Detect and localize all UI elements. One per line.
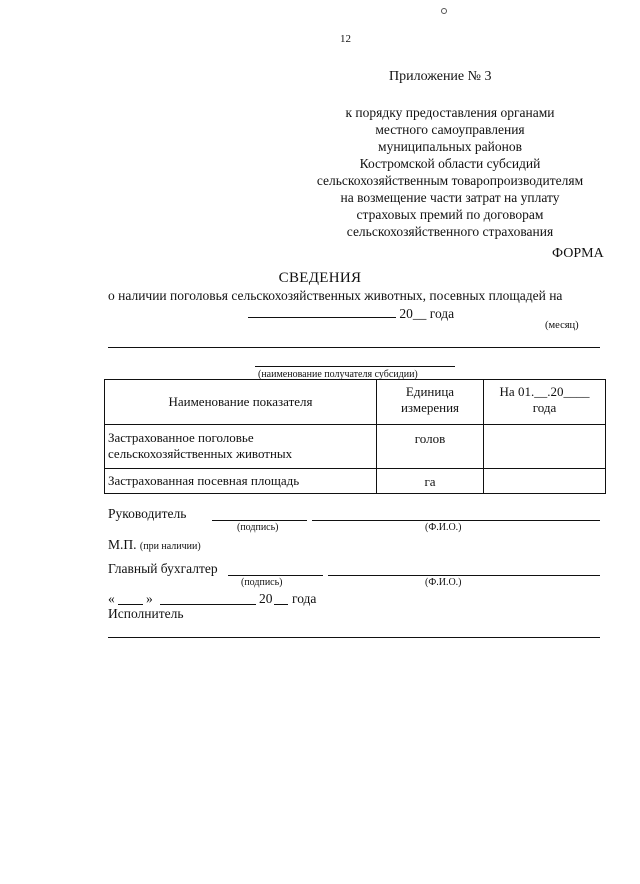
order-line: местного самоуправления [375, 122, 525, 137]
head-signature-caption: (подпись) [237, 522, 279, 533]
table-row [105, 425, 606, 469]
cell-indicator: Застрахованное поголовье сельскохозяйственных животных [105, 425, 377, 469]
appendix-title: Приложение № 3 [389, 69, 492, 84]
cell-value [484, 469, 606, 494]
sign-date-open: « [108, 591, 115, 606]
report-date-line [248, 305, 454, 322]
order-line: Костромской области субсидий [359, 156, 541, 171]
accountant-signature-line [228, 575, 323, 576]
order-line: муниципальных районов [378, 139, 522, 154]
table-header-row [105, 380, 606, 425]
sign-date-close: » [146, 591, 153, 606]
document-title: СВЕДЕНИЯ [278, 270, 362, 286]
header-unit-line: измерения [400, 400, 460, 415]
day-blank [118, 604, 143, 605]
month-sign-blank [160, 604, 256, 605]
header-indicator: Наименование показателя [105, 380, 377, 425]
order-line: сельскохозяйственного страхования [346, 224, 554, 239]
page-number: 12 [340, 33, 351, 45]
header-unit [377, 380, 484, 425]
cell-value [484, 425, 606, 469]
accountant-signature-caption: (подпись) [241, 577, 283, 588]
head-signature-line [212, 520, 307, 521]
recipient-caption: (наименование получателя субсидии) [258, 369, 418, 380]
stamp-line [108, 537, 201, 553]
month-blank [248, 305, 396, 318]
stamp-note: (при наличии) [139, 541, 201, 552]
sign-date-suffix: года [292, 591, 317, 606]
head-name-caption: (Ф.И.О.) [425, 522, 462, 533]
year-blank [274, 604, 288, 605]
sign-date-year: 20 [259, 591, 273, 606]
circle-mark-icon [441, 8, 447, 14]
recipient-line [255, 366, 455, 367]
document-subtitle: о наличии поголовья сельскохозяйственных животных, посевных площадей на [108, 288, 563, 303]
stamp-label: М.П. [108, 537, 137, 552]
order-line: к порядку предоставления органами [345, 105, 555, 120]
header-unit-line: Единица [405, 384, 455, 399]
accountant-label: Главный бухгалтер [108, 561, 218, 576]
order-line: сельскохозяйственным товаропроизводителям [316, 173, 584, 188]
header-date-line: На 01.__.20____ [499, 384, 590, 399]
accountant-name-line [328, 575, 600, 576]
form-label: ФОРМА [552, 246, 604, 261]
month-caption: (месяц) [545, 320, 579, 331]
order-line: страховых премий по договорам [356, 207, 544, 222]
order-reference [255, 104, 640, 240]
head-name-line [312, 520, 600, 521]
order-line: на возмещение части затрат на уплату [340, 190, 560, 205]
head-label: Руководитель [108, 506, 187, 521]
report-date-suffix: 20__ года [399, 306, 455, 321]
indicators-table [104, 379, 606, 494]
executor-line [108, 637, 600, 638]
executor-label: Исполнитель [108, 606, 184, 621]
accountant-name-caption: (Ф.И.О.) [425, 577, 462, 588]
cell-unit: га [377, 469, 484, 494]
cell-unit: голов [377, 425, 484, 469]
table-row [105, 469, 606, 494]
header-date-line: года [532, 400, 557, 415]
divider-line [108, 347, 600, 348]
header-date [484, 380, 606, 425]
cell-indicator: Застрахованная посевная площадь [105, 469, 377, 494]
